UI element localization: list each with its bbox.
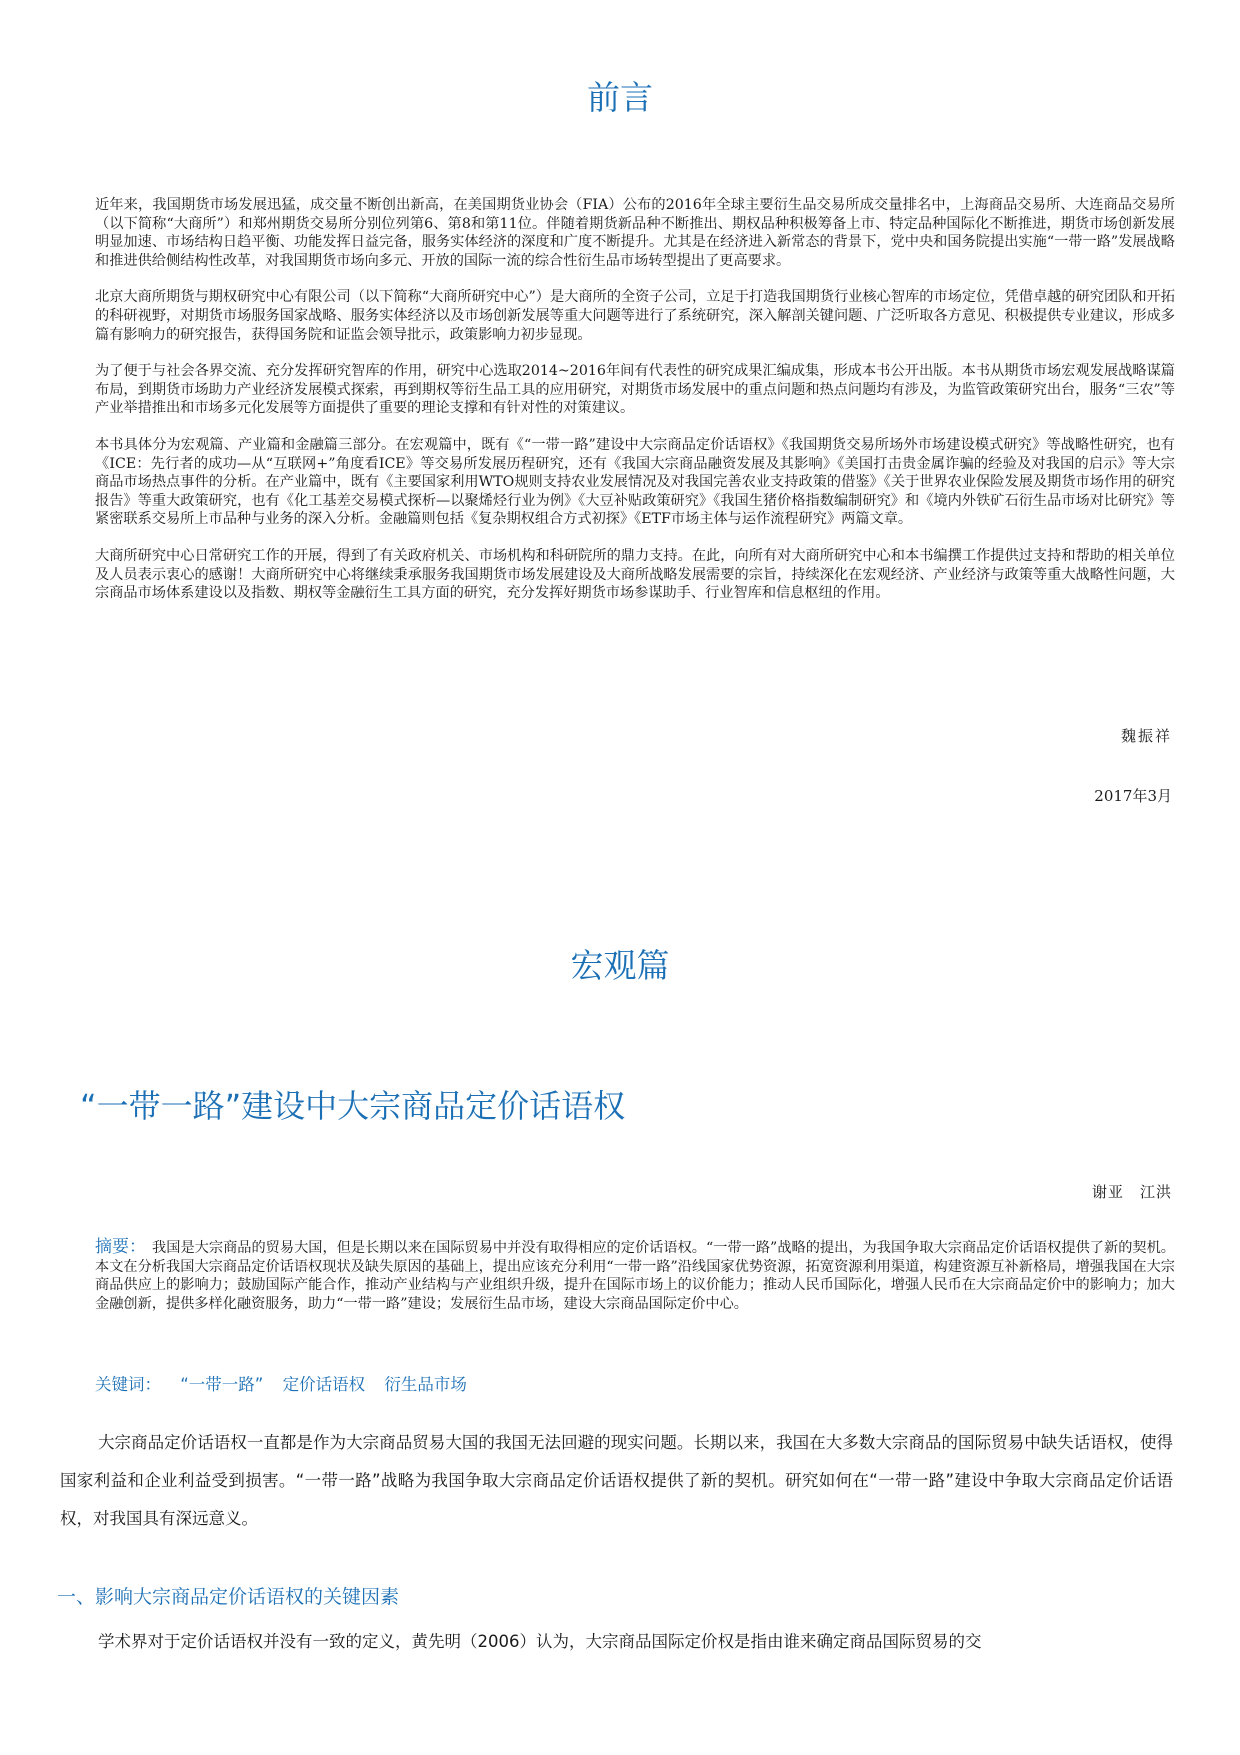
section-title-macro: 宏观篇 [570, 946, 670, 985]
abstract-label: 摘要： [95, 1237, 147, 1257]
keyword: 衍生品市场 [384, 1375, 467, 1394]
article-authors: 谢亚 江洪 [1091, 1183, 1172, 1201]
preface-title: 前言 [587, 78, 653, 117]
keywords [95, 1371, 481, 1395]
body-paragraph: 学术界对于定价话语权并没有一致的定义，黄先明（2006）认为，大宗商品国际定价权是指由谁来确定商品国际贸易的交 [98, 1632, 982, 1651]
preface-paragraph: 大商所研究中心日常研究工作的开展，得到了有关政府机关、市场机构和科研院所的鼎力支持。在此，向所有对大商所研究中心和本书编撰工作提供过支持和帮助的相关单位及人员表示衷心的感谢！大商所研究中心将继续秉承服务我国期货市场发展建设及大商所战略发展需要的宗旨，持续深化在宏观经济、产业经济与政策等重大战略性问题，大宗商品市场体系建设以及指数、期权等金融衍生工具方面的研究，充分发挥好期货市场参谋助手、行业智库和信息枢纽的作用。 [95, 547, 1175, 602]
preface-paragraph: 近年来，我国期货市场发展迅猛，成交量不断创出新高，在美国期货业协会（FIA）公布的2016年全球主要衍生品交易所成交量排名中，上海商品交易所、大连商品交易所（以下简称“大商所”）和郑州期货交易所分别位列第6、第8和第11位。伴随着期货新品种不断推出、期权品种积极筹备上市、特定品种国际化不断推进，期货市场创新发展明显加速、市场结构日趋平衡、功能发挥日益完备，服务实体经济的深度和广度不断提升。尤其是在经济进入新常态的背景下，党中央和国务院提出实施“一带一路”发展战略和推进供给侧结构性改革，对我国期货市场向多元、开放的国际一流的综合性衍生品市场转型提出了更高要求。 [95, 197, 1175, 269]
section-heading: 一、影响大宗商品定价话语权的关键因素 [57, 1586, 400, 1608]
preface-body [95, 196, 1175, 621]
abstract [95, 1238, 1175, 1313]
preface-paragraph: 为了便于与社会各界交流、充分发挥研究智库的作用，研究中心选取2014~2016年间有代表性的研究成果汇编成集，形成本书公开出版。本书从期货市场宏观发展战略谋篇布局，到期货市场助力产业经济发展模式探索，再到期权等衍生品工具的应用研究，对期货市场发展中的重点问题和热点问题均有涉及，为监管政策研究出台，服务“三农”等产业举措推出和市场多元化发展等方面提供了重要的理论支撑和有针对性的对策建议。 [95, 363, 1175, 417]
abstract-text: 我国是大宗商品的贸易大国，但是长期以来在国际贸易中并没有取得相应的定价话语权。“一带一路”战略的提出，为我国争取大宗商品定价话语权提供了新的契机。本文在分析我国大宗商品定价话语权现状及缺失原因的基础上，提出应该充分利用“一带一路”沿线国家优势资源，拓宽资源利用渠道，构建资源互补新格局，增强我国在大宗商品供应上的影响力；鼓励国际产能合作，推动产业结构与产业组织升级，提升在国际市场上的议价能力；推动人民币国际化，增强人民币在大宗商品定价中的影响力；加大金融创新，提供多样化融资服务，助力“一带一路”建设；发展衍生品市场，建设大宗商品国际定价中心。 [95, 1240, 1175, 1312]
preface-paragraph: 北京大商所期货与期权研究中心有限公司（以下简称“大商所研究中心”）是大商所的全资子公司，立足于打造我国期货行业核心智库的市场定位，凭借卓越的研究团队和开拓的科研视野，对期货市场服务国家战略、服务实体经济以及市场创新发展等重大问题等进行了系统研究，深入解剖关键问题、广泛听取各方意见、积极提供专业建议，形成多篇有影响力的研究报告，获得国务院和证监会领导批示，政策影响力初步显现。 [95, 289, 1175, 343]
preface-paragraph: 本书具体分为宏观篇、产业篇和金融篇三部分。在宏观篇中，既有《“一带一路”建设中大宗商品定价话语权》《我国期货交易所场外市场建设模式研究》等战略性研究，也有《ICE：先行者的成功—从“互联网+”角度看ICE》等交易所发展历程研究，还有《我国大宗商品融资发展及其影响》《美国打击贵金属诈骗的经验及对我国的启示》等大宗商品市场热点事件的分析。在产业篇中，既有《主要国家利用WTO规则支持农业发展情况及对我国完善农业支持政策的借鉴》《关于世界农业保险发展及期货市场作用的研究报告》等重大政策研究，也有《化工基差交易模式探析—以聚烯烃行业为例》《大豆补贴政策研究》《我国生猪价格指数编制研究》和《境内外铁矿石衍生品市场对比研究》等紧密联系交易所上市品种与业务的深入分析。金融篇则包括《复杂期权组合方式初探》《ETF市场主体与运作流程研究》两篇文章。 [95, 436, 1175, 528]
intro-paragraph: 大宗商品定价话语权一直都是作为大宗商品贸易大国的我国无法回避的现实问题。长期以来，我国在大多数大宗商品的国际贸易中缺失话语权，使得国家利益和企业利益受到损害。“一带一路”战略为我国争取大宗商品定价话语权提供了新的契机。研究如何在“一带一路”建设中争取大宗商品定价话语权，对我国具有深远意义。 [60, 1433, 1173, 1528]
keyword: “一带一路” [180, 1375, 264, 1394]
preface-date: 2017年3月 [1094, 787, 1172, 805]
keywords-label: 关键词： [95, 1375, 161, 1394]
keyword: 定价话语权 [282, 1375, 366, 1394]
article-title: “一带一路”建设中大宗商品定价话语权 [80, 1087, 626, 1125]
preface-signature: 魏振祥 [1120, 727, 1172, 745]
